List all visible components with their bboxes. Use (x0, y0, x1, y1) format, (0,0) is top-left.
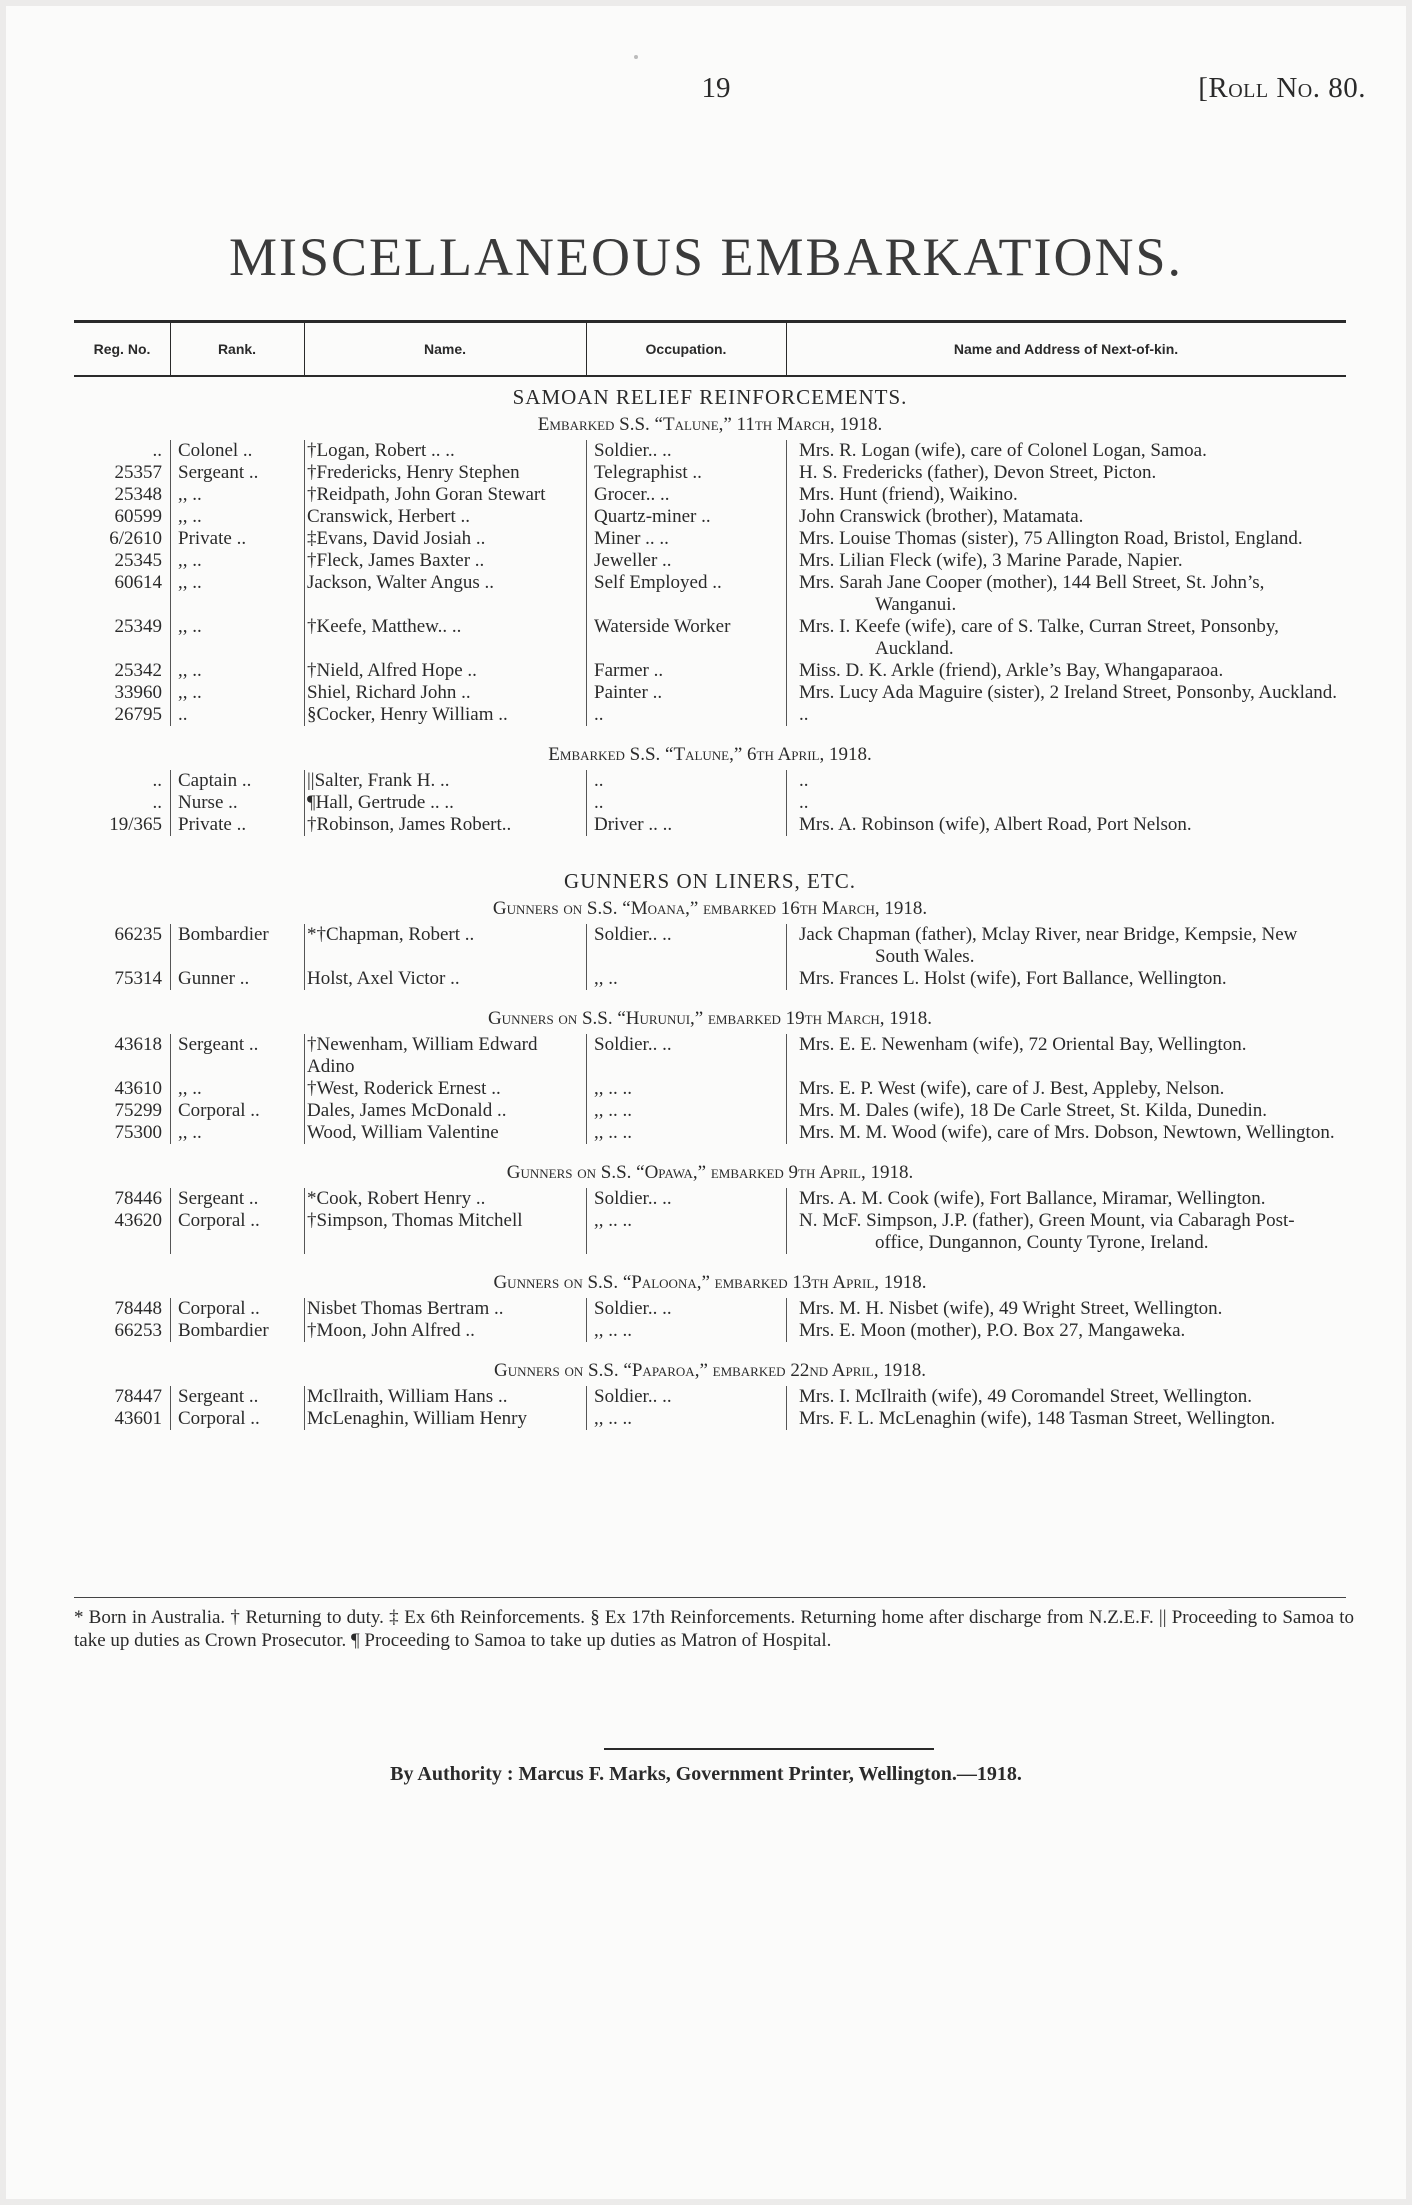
next-of-kin: Mrs. M. Dales (wife), 18 De Carle Street, St. Kilda, Dunedin. (786, 1100, 1346, 1122)
next-of-kin: Mrs. M. M. Wood (wife), care of Mrs. Dobson, Newtown, Wellington. (786, 1122, 1346, 1144)
reg-no: .. (152, 770, 162, 791)
soldier-name: †Robinson, James Robert.. (304, 814, 586, 836)
next-of-kin: Mrs. I. Keefe (wife), care of S. Talke, Curran Street, Ponsonby, Auckland. (786, 616, 1346, 660)
embarkation-table (74, 386, 1346, 1430)
page-title: MISCELLANEOUS EMBARKATIONS. (228, 227, 1184, 287)
page-number: 19 (701, 72, 731, 104)
rank: Bombardier (170, 924, 304, 968)
table-row (74, 550, 1346, 572)
rank: ,, .. (170, 682, 304, 704)
reg-no: 78448 (114, 1298, 162, 1319)
rank: Nurse .. (170, 792, 304, 814)
soldier-name: †Moon, John Alfred .. (304, 1320, 586, 1342)
table-row (74, 1100, 1346, 1122)
rank: Captain .. (170, 770, 304, 792)
next-of-kin: Mrs. E. Moon (mother), P.O. Box 27, Mangaweka. (786, 1320, 1346, 1342)
occupation: ,, .. .. (586, 1100, 786, 1122)
occupation: Waterside Worker (586, 616, 786, 660)
table-header (74, 320, 1346, 377)
section-title: GUNNERS ON LINERS, ETC. (564, 869, 856, 893)
section-title: SAMOAN RELIEF REINFORCEMENTS. (512, 385, 908, 409)
rank: Corporal .. (170, 1408, 304, 1430)
table-row (74, 462, 1346, 484)
soldier-name: ¶Hall, Gertrude .. .. (304, 792, 586, 814)
next-of-kin: Mrs. E. E. Newenham (wife), 72 Oriental Bay, Wellington. (786, 1034, 1346, 1078)
authority-line: By Authority : Marcus F. Marks, Government Printer, Wellington.—1918. (390, 1763, 1022, 1785)
next-of-kin: Mrs. Sarah Jane Cooper (mother), 144 Bell Street, St. John’s, Wanganui. (786, 572, 1346, 616)
soldier-name: †Reidpath, John Goran Stewart (304, 484, 586, 506)
rank: Private .. (170, 528, 304, 550)
table-row (74, 792, 1346, 814)
occupation: .. (586, 770, 786, 792)
rank: Corporal .. (170, 1210, 304, 1254)
rank: Corporal .. (170, 1100, 304, 1122)
table-row (74, 924, 1346, 968)
occupation: Soldier.. .. (586, 924, 786, 968)
reg-no: 43618 (114, 1034, 162, 1055)
reg-no: 66235 (114, 924, 162, 945)
next-of-kin: Mrs. Louise Thomas (sister), 75 Allington Road, Bristol, England. (786, 528, 1346, 550)
next-of-kin: .. (786, 770, 1346, 792)
roll-number: [Roll No. 80. (1198, 72, 1366, 104)
occupation: Driver .. .. (586, 814, 786, 836)
rank: .. (170, 704, 304, 726)
table-row (74, 1298, 1346, 1320)
occupation: ,, .. .. (586, 1408, 786, 1430)
reg-no: 75299 (114, 1100, 162, 1121)
next-of-kin: Mrs. E. P. West (wife), care of J. Best, Appleby, Nelson. (786, 1078, 1346, 1100)
next-of-kin: Mrs. F. L. McLenaghin (wife), 148 Tasman Street, Wellington. (786, 1408, 1346, 1430)
table-row (74, 660, 1346, 682)
soldier-name: *Cook, Robert Henry .. (304, 1188, 586, 1210)
occupation: Farmer .. (586, 660, 786, 682)
ship-heading: Embarked S.S. “Talune,” 11th March, 1918. (537, 414, 883, 435)
table-row (74, 704, 1346, 726)
occupation: .. (586, 792, 786, 814)
table-row (74, 968, 1346, 990)
soldier-name: †Logan, Robert .. .. (304, 440, 586, 462)
reg-no: .. (152, 440, 162, 461)
rank: Sergeant .. (170, 1034, 304, 1078)
reg-no: 25348 (114, 484, 162, 505)
reg-no: 66253 (114, 1320, 162, 1341)
next-of-kin: Mrs. M. H. Nisbet (wife), 49 Wright Street, Wellington. (786, 1298, 1346, 1320)
table-row (74, 1320, 1346, 1342)
table-row (74, 440, 1346, 462)
next-of-kin: Jack Chapman (father), Mclay River, near Bridge, Kempsie, New South Wales. (786, 924, 1346, 968)
rank: ,, .. (170, 506, 304, 528)
soldier-name: McIlraith, William Hans .. (304, 1386, 586, 1408)
table-row (74, 1386, 1346, 1408)
soldier-name: Cranswick, Herbert .. (304, 506, 586, 528)
col-header-reg: Reg. No. (93, 341, 151, 357)
soldier-name: *†Chapman, Robert .. (304, 924, 586, 968)
soldier-name: †Simpson, Thomas Mitchell (304, 1210, 586, 1254)
table-row (74, 506, 1346, 528)
occupation: Soldier.. .. (586, 1386, 786, 1408)
reg-no: 43601 (114, 1408, 162, 1429)
authority-rule (604, 1748, 934, 1750)
soldier-name: †West, Roderick Ernest .. (304, 1078, 586, 1100)
soldier-name: Holst, Axel Victor .. (304, 968, 586, 990)
reg-no: 75300 (114, 1122, 162, 1143)
occupation: Telegraphist .. (586, 462, 786, 484)
ship-heading: Embarked S.S. “Talune,” 6th April, 1918. (548, 744, 872, 765)
table-row (74, 572, 1346, 616)
occupation: ,, .. .. (586, 1210, 786, 1254)
occupation: Soldier.. .. (586, 440, 786, 462)
rank: Bombardier (170, 1320, 304, 1342)
occupation: Soldier.. .. (586, 1034, 786, 1078)
table-row (74, 814, 1346, 836)
soldier-name: †Fleck, James Baxter .. (304, 550, 586, 572)
soldier-name: †Keefe, Matthew.. .. (304, 616, 586, 660)
next-of-kin: N. McF. Simpson, J.P. (father), Green Mount, via Cabaragh Post-office, Dungannon, County Tyrone, Ireland. (786, 1210, 1346, 1254)
ship-heading: Gunners on S.S. “Paparoa,” embarked 22nd April, 1918. (494, 1360, 926, 1381)
rank: Gunner .. (170, 968, 304, 990)
rank: Sergeant .. (170, 1188, 304, 1210)
rank: ,, .. (170, 1078, 304, 1100)
reg-no: 33960 (114, 682, 162, 703)
soldier-name: Jackson, Walter Angus .. (304, 572, 586, 616)
soldier-name: ||Salter, Frank H. .. (304, 770, 586, 792)
ship-heading: Gunners on S.S. “Opawa,” embarked 9th April, 1918. (506, 1162, 914, 1183)
occupation: Miner .. .. (586, 528, 786, 550)
reg-no: 60614 (114, 572, 162, 593)
next-of-kin: Mrs. A. Robinson (wife), Albert Road, Port Nelson. (786, 814, 1346, 836)
reg-no: 25342 (114, 660, 162, 681)
next-of-kin: Mrs. Hunt (friend), Waikino. (786, 484, 1346, 506)
table-row (74, 770, 1346, 792)
table-row (74, 1078, 1346, 1100)
occupation: Quartz-miner .. (586, 506, 786, 528)
rank: ,, .. (170, 484, 304, 506)
next-of-kin: Mrs. A. M. Cook (wife), Fort Ballance, Miramar, Wellington. (786, 1188, 1346, 1210)
col-header-name: Name. (423, 341, 467, 357)
scan-speck (634, 55, 638, 59)
reg-no: 43610 (114, 1078, 162, 1099)
occupation: Grocer.. .. (586, 484, 786, 506)
soldier-name: Shiel, Richard John .. (304, 682, 586, 704)
ship-heading: Gunners on S.S. “Hurunui,” embarked 19th March, 1918. (487, 1008, 933, 1029)
table-row (74, 528, 1346, 550)
occupation: ,, .. .. (586, 1122, 786, 1144)
col-header-next-of-kin: Name and Address of Next-of-kin. (953, 341, 1179, 357)
reg-no: 25349 (114, 616, 162, 637)
reg-no: 75314 (114, 968, 162, 989)
table-row (74, 484, 1346, 506)
reg-no: 19/365 (109, 814, 162, 835)
table-row (74, 1210, 1346, 1254)
rank: Corporal .. (170, 1298, 304, 1320)
reg-no: 78447 (114, 1386, 162, 1407)
occupation: .. (586, 704, 786, 726)
occupation: Jeweller .. (586, 550, 786, 572)
table-row (74, 1034, 1346, 1078)
rank: ,, .. (170, 572, 304, 616)
next-of-kin: Mrs. R. Logan (wife), care of Colonel Logan, Samoa. (786, 440, 1346, 462)
next-of-kin: Mrs. I. McIlraith (wife), 49 Coromandel Street, Wellington. (786, 1386, 1346, 1408)
occupation: Soldier.. .. (586, 1188, 786, 1210)
next-of-kin: H. S. Fredericks (father), Devon Street, Picton. (786, 462, 1346, 484)
ship-heading: Gunners on S.S. “Moana,” embarked 16th March, 1918. (492, 898, 928, 919)
occupation: ,, .. (586, 968, 786, 990)
reg-no: 25357 (114, 462, 162, 483)
rank: ,, .. (170, 660, 304, 682)
reg-no: .. (152, 792, 162, 813)
rank: Sergeant .. (170, 1386, 304, 1408)
rank: Colonel .. (170, 440, 304, 462)
next-of-kin: Miss. D. K. Arkle (friend), Arkle’s Bay, Whangaparaoa. (786, 660, 1346, 682)
table-row (74, 682, 1346, 704)
soldier-name: Dales, James McDonald .. (304, 1100, 586, 1122)
footnotes: * Born in Australia. † Returning to duty. ‡ Ex 6th Reinforcements. § Ex 17th Reinforcements. Returning home after discharge from N.Z.E.F. || Proceeding to Samoa to take up duties as Crown Prosecutor. ¶ Proceeding to Samoa to take up duties as Matron of Hospital. (74, 1607, 1354, 1651)
next-of-kin: .. (786, 792, 1346, 814)
occupation: ,, .. .. (586, 1078, 786, 1100)
next-of-kin: Mrs. Lucy Ada Maguire (sister), 2 Ireland Street, Ponsonby, Auckland. (786, 682, 1346, 704)
col-header-rank: Rank. (217, 341, 257, 357)
next-of-kin: .. (786, 704, 1346, 726)
soldier-name: †Newenham, William Edward Adino (304, 1034, 586, 1078)
next-of-kin: John Cranswick (brother), Matamata. (786, 506, 1346, 528)
soldier-name: ‡Evans, David Josiah .. (304, 528, 586, 550)
next-of-kin: Mrs. Lilian Fleck (wife), 3 Marine Parade, Napier. (786, 550, 1346, 572)
table-row (74, 1188, 1346, 1210)
rank: ,, .. (170, 616, 304, 660)
soldier-name: †Fredericks, Henry Stephen (304, 462, 586, 484)
table-row (74, 1408, 1346, 1430)
rank: ,, .. (170, 1122, 304, 1144)
occupation: Self Employed .. (586, 572, 786, 616)
soldier-name: §Cocker, Henry William .. (304, 704, 586, 726)
soldier-name: Wood, William Valentine (304, 1122, 586, 1144)
reg-no: 26795 (114, 704, 162, 725)
col-header-occupation: Occupation. (645, 341, 727, 357)
reg-no: 43620 (114, 1210, 162, 1231)
soldier-name: †Nield, Alfred Hope .. (304, 660, 586, 682)
reg-no: 60599 (114, 506, 162, 527)
occupation: Soldier.. .. (586, 1298, 786, 1320)
soldier-name: Nisbet Thomas Bertram .. (304, 1298, 586, 1320)
reg-no: 25345 (114, 550, 162, 571)
rank: Private .. (170, 814, 304, 836)
footnote-rule (74, 1597, 1346, 1598)
rank: ,, .. (170, 550, 304, 572)
occupation: ,, .. .. (586, 1320, 786, 1342)
occupation: Painter .. (586, 682, 786, 704)
rank: Sergeant .. (170, 462, 304, 484)
soldier-name: McLenaghin, William Henry (304, 1408, 586, 1430)
next-of-kin: Mrs. Frances L. Holst (wife), Fort Ballance, Wellington. (786, 968, 1346, 990)
table-row (74, 616, 1346, 660)
reg-no: 78446 (114, 1188, 162, 1209)
table-row (74, 1122, 1346, 1144)
reg-no: 6/2610 (109, 528, 162, 549)
ship-heading: Gunners on S.S. “Paloona,” embarked 13th April, 1918. (493, 1272, 927, 1293)
